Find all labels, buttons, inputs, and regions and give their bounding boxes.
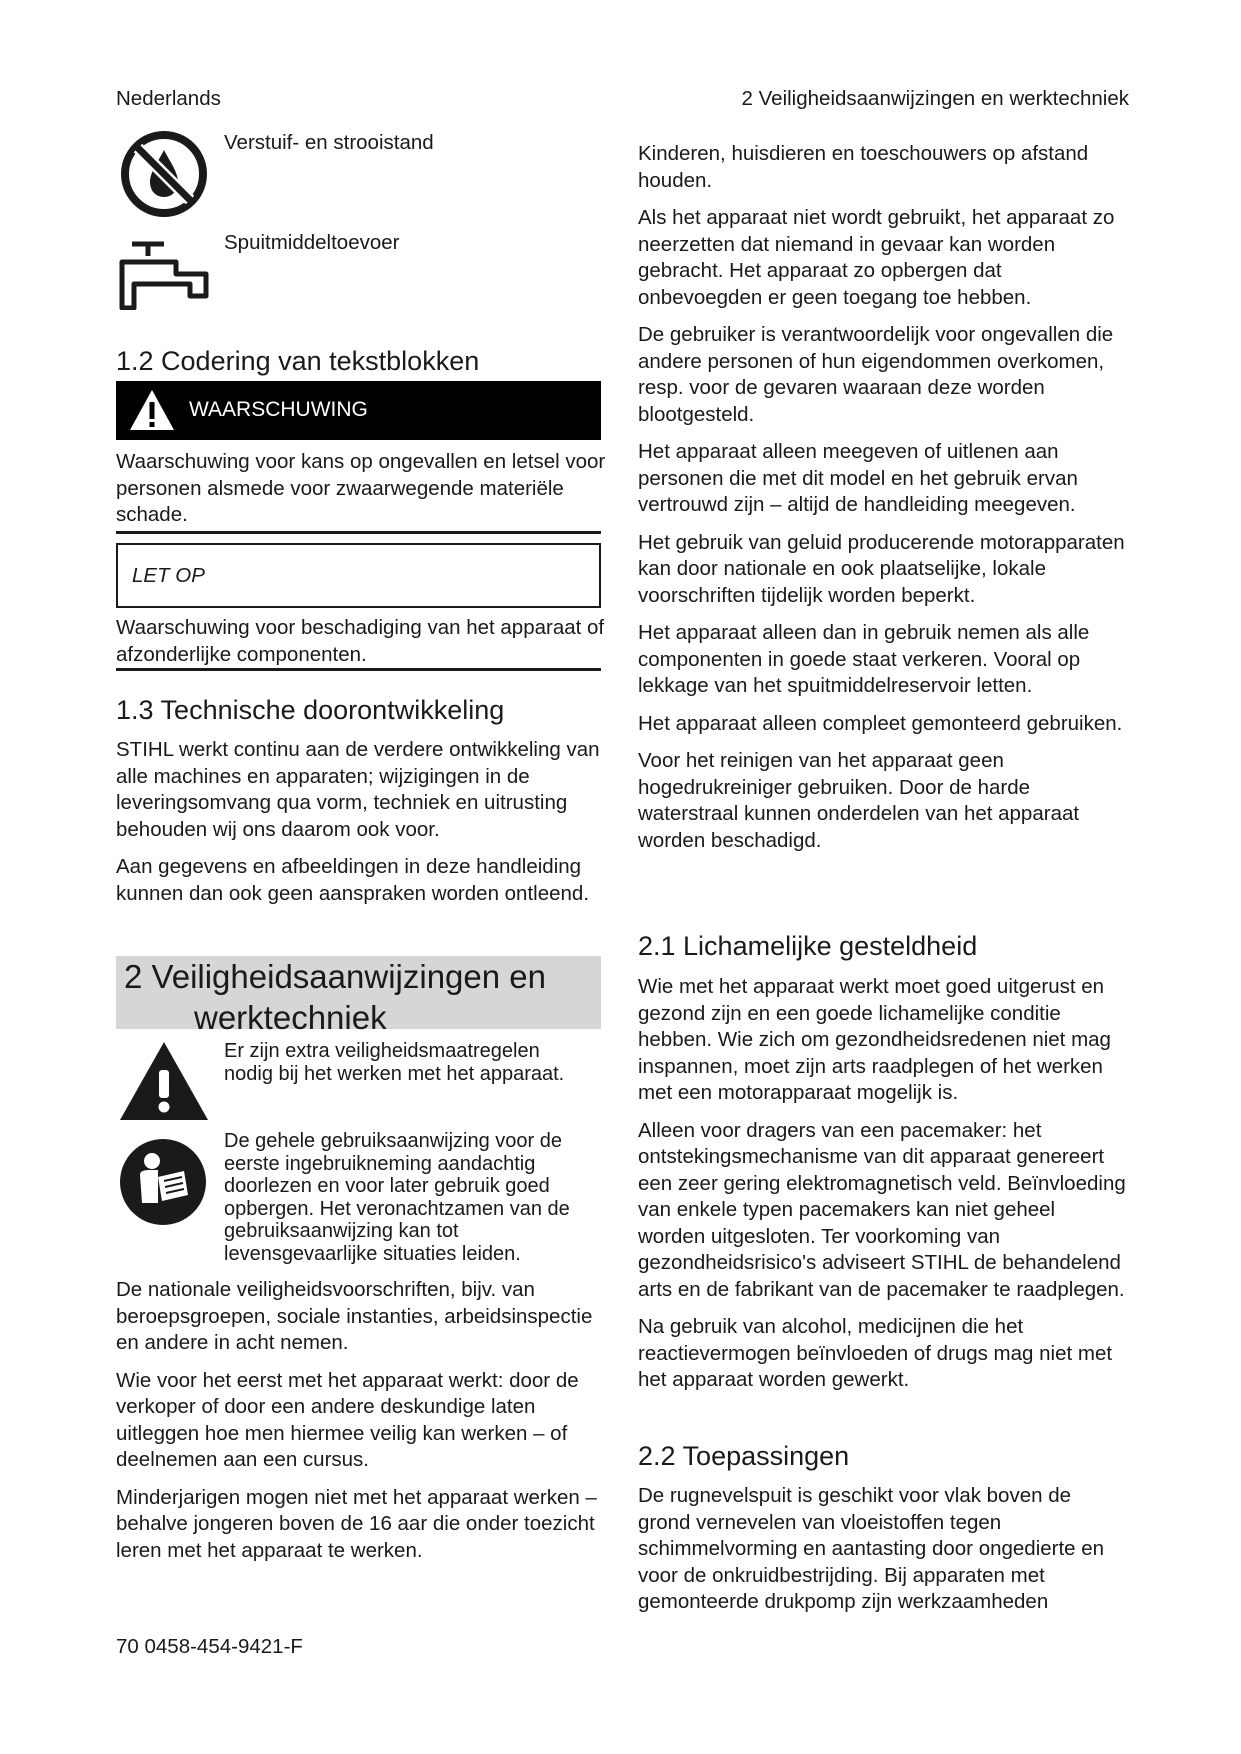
paragraph: STIHL werkt continu aan de verdere ontwikkeling van alle machines en apparaten; wijzigingen in de leveringsomvang qua vorm, techniek en uitrusting behouden wij ons daarom ook voor.: [116, 738, 600, 841]
header-language: Nederlands: [116, 87, 221, 110]
paragraph: De rugnevelspuit is geschikt voor vlak boven de grond vernevelen van vloeistoffen tegen schimmelvorming en aantasting door ongedierte en voor de onkruidbestrijding. Bij apparaten met gemonteerde drukpomp zijn werkzaamheden: [638, 1484, 1105, 1613]
divider: [116, 531, 601, 534]
notice-label: LET OP: [132, 564, 205, 587]
icon-note-text: Er zijn extra veiligheidsmaatregelen nodig bij het werken met het apparaat.: [224, 1040, 565, 1085]
paragraph: Het gebruik van geluid producerende motorapparaten kan door nationale en ook plaatselijke, lokale voorschriften tijdelijk worden beperkt.: [638, 530, 1125, 607]
section-title-1-2: 1.2 Codering van tekstblokken: [116, 346, 480, 376]
paragraph: Als het apparaat niet wordt gebruikt, het apparaat zo neerzetten dat niemand in gevaar kan worden gebracht. Het apparaat zo opbergen dat onbevoegden er geen toegang toe hebben.: [638, 206, 1115, 309]
header-chapter-ref: 2 Veiligheidsaanwijzingen en werktechniek: [741, 87, 1129, 110]
tap-icon: [118, 238, 210, 310]
section-2-2-body: [638, 1483, 1128, 1627]
warning-text: Waarschuwing voor kans op ongevallen en letsel voor personen alsmede voor zwaarwegende materiële schade.: [116, 450, 606, 526]
chapter-title-line2: werktechniek: [194, 999, 387, 1036]
warning-bar: [116, 381, 601, 440]
warning-triangle-icon: [128, 388, 176, 432]
paragraph: Aan gegevens en afbeeldingen in deze handleiding kunnen dan ook geen aanspraken worden ontleend.: [116, 855, 590, 905]
chapter-2-left-body: [116, 1277, 606, 1575]
section-title-1-3: 1.3 Technische doorontwikkeling: [116, 695, 505, 725]
warning-label: WAARSCHUWING: [189, 398, 368, 421]
footer-doc-number: 70 0458-454-9421-F: [116, 1635, 303, 1658]
chapter-title-line1: 2 Veiligheidsaanwijzingen en: [124, 958, 546, 995]
section-1-3-body: [116, 737, 606, 918]
section-2-1-body: [638, 974, 1128, 1405]
read-manual-icon: [118, 1137, 208, 1227]
warning-triangle-icon: [118, 1040, 210, 1122]
paragraph: Kinderen, huisdieren en toeschouwers op afstand houden.: [638, 142, 1089, 192]
paragraph: Het apparaat alleen dan in gebruik nemen als alle componenten in goede staat verkeren. Vooral op lekkage van het spuitmiddelreservoir letten.: [638, 621, 1090, 697]
chapter-heading: [116, 956, 601, 1036]
paragraph: De gebruiker is verantwoordelijk voor ongevallen die andere personen of hun eigendommen overkomen, resp. voor de gevaren waaraan deze worden blootgesteld.: [638, 323, 1114, 426]
section-title-2-1: 2.1 Lichamelijke gesteldheid: [638, 931, 978, 961]
paragraph: Minderjarigen mogen niet met het apparaat werken – behalve jongeren boven de 16 aar die onder toezicht leren met het apparaat te werken.: [116, 1485, 597, 1562]
paragraph: Voor het reinigen van het apparaat geen hogedrukreiniger gebruiken. Door de harde waterstraal kunnen onderdelen van het apparaat worden beschadigd.: [638, 749, 1080, 852]
icon-note-text: De gehele gebruiksaanwijzing voor de eerste ingebruikneming aandachtig doorlezen en voor later gebruik goed opbergen. Het veronachtzamen van de gebruiksaanwijzing kan tot levensgevaarlijke situaties leiden.: [224, 1130, 570, 1265]
paragraph: De nationale veiligheidsvoorschriften, bijv. van beroepsgroepen, sociale instanties, arbeidsinspectie en andere in acht nemen.: [116, 1278, 593, 1354]
paragraph: Het apparaat alleen compleet gemonteerd gebruiken.: [638, 711, 1123, 735]
paragraph: Alleen voor dragers van een pacemaker: het ontstekingsmechanisme van dit apparaat genereert een zeer gering elektromagnetisch veld. Beïnvloeding van enkele typen pacemakers kan niet geheel worden uitgesloten. Ter voorkoming van gezondheidsrisico's adviseert STIHL de behandelend arts en de fabrikant van de pacemaker te raadplegen.: [638, 1118, 1126, 1301]
chapter-2-right-body: [638, 141, 1128, 865]
notice-box: [116, 543, 601, 608]
symbol-label-tap: Spuitmiddeltoevoer: [224, 231, 400, 254]
notice-text: Waarschuwing voor beschadiging van het apparaat of afzonderlijke componenten.: [116, 616, 605, 666]
no-spray-icon: [118, 128, 210, 220]
paragraph: Het apparaat alleen meegeven of uitlenen aan personen die met dit model en het gebruik ervan vertrouwd zijn – altijd de handleiding meegeven.: [638, 440, 1078, 516]
paragraph: Wie met het apparaat werkt moet goed uitgerust en gezond zijn en een goede lichamelijke conditie hebben. Wie zich om gezondheidsredenen niet mag inspannen, moet zijn arts raadplegen of het werken met een motorapparaat mogelijk is.: [638, 975, 1111, 1104]
section-title-2-2: 2.2 Toepassingen: [638, 1441, 850, 1471]
paragraph: Wie voor het eerst met het apparaat werkt: door de verkoper of door een andere deskundige laten uitleggen hoe men hiermee veilig kan werken – of deelnemen aan een cursus.: [116, 1368, 579, 1471]
divider: [116, 668, 601, 671]
paragraph: Na gebruik van alcohol, medicijnen die het reactievermogen beïnvloeden of drugs mag niet met het apparaat worden gewerkt.: [638, 1315, 1113, 1391]
symbol-label-spray: Verstuif- en strooistand: [224, 131, 434, 154]
